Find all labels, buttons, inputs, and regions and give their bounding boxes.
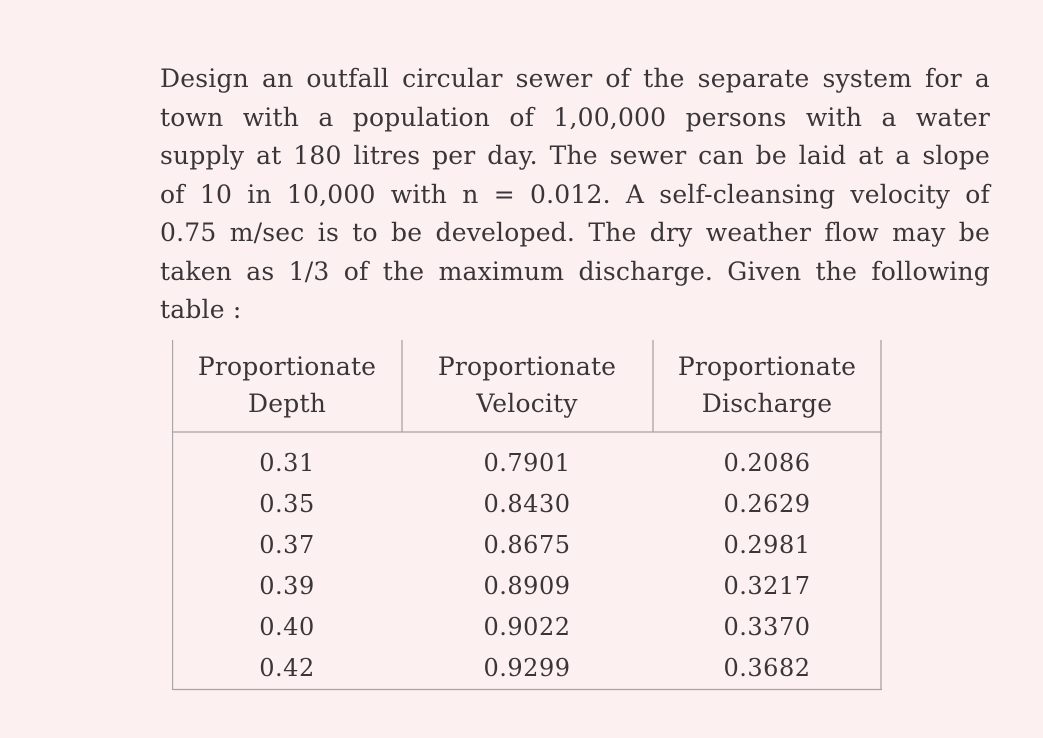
header-velocity	[402, 348, 652, 422]
cell-discharge-row3: 0.2981	[723, 531, 811, 559]
cell-discharge-row4: 0.3217	[723, 572, 811, 600]
cell-velocity-row4: 0.8909	[483, 572, 571, 600]
problem-line-7: table :	[160, 295, 242, 324]
proportionate-table	[172, 340, 882, 692]
cell-velocity-row2: 0.8430	[483, 490, 571, 518]
cell-discharge-row5: 0.3370	[723, 613, 811, 641]
cell-depth-row5: 0.40	[259, 613, 315, 641]
cell-velocity-row3: 0.8675	[483, 531, 571, 559]
header-depth-line1: Proportionate	[197, 352, 377, 381]
problem-line-1: Design an outfall circular sewer of the separate system for a	[160, 64, 990, 93]
header-discharge-line2: Discharge	[701, 389, 833, 418]
cell-depth-row2: 0.35	[259, 490, 315, 518]
header-discharge	[652, 348, 882, 422]
problem-line-2: town with a population of 1,00,000 persons with a water	[160, 102, 990, 132]
problem-line-4: of 10 in 10,000 with n = 0.012. A self-cleansing velocity of	[160, 179, 990, 209]
header-velocity-line2: Velocity	[476, 389, 578, 418]
header-discharge-line1: Proportionate	[677, 352, 857, 381]
cell-discharge-row6: 0.3682	[723, 654, 811, 682]
cell-discharge-row1: 0.2086	[723, 449, 811, 477]
cell-velocity-row5: 0.9022	[483, 613, 571, 641]
header-depth	[172, 348, 402, 422]
cell-depth-row6: 0.42	[259, 654, 315, 682]
cell-discharge-row2: 0.2629	[723, 490, 811, 518]
cell-depth-row3: 0.37	[259, 531, 315, 559]
problem-line-5: 0.75 m/sec is to be developed. The dry weather flow may be	[160, 218, 990, 247]
header-velocity-line1: Proportionate	[437, 352, 617, 381]
cell-velocity-row6: 0.9299	[483, 654, 571, 682]
cell-velocity-row1: 0.7901	[483, 449, 571, 477]
problem-statement	[160, 60, 990, 330]
problem-line-6: taken as 1/3 of the maximum discharge. Given the following	[160, 256, 990, 286]
header-depth-line2: Depth	[248, 389, 326, 418]
cell-depth-row1: 0.31	[259, 449, 315, 477]
cell-depth-row4: 0.39	[259, 572, 315, 600]
problem-line-3: supply at 180 litres per day. The sewer can be laid at a slope	[160, 141, 990, 170]
